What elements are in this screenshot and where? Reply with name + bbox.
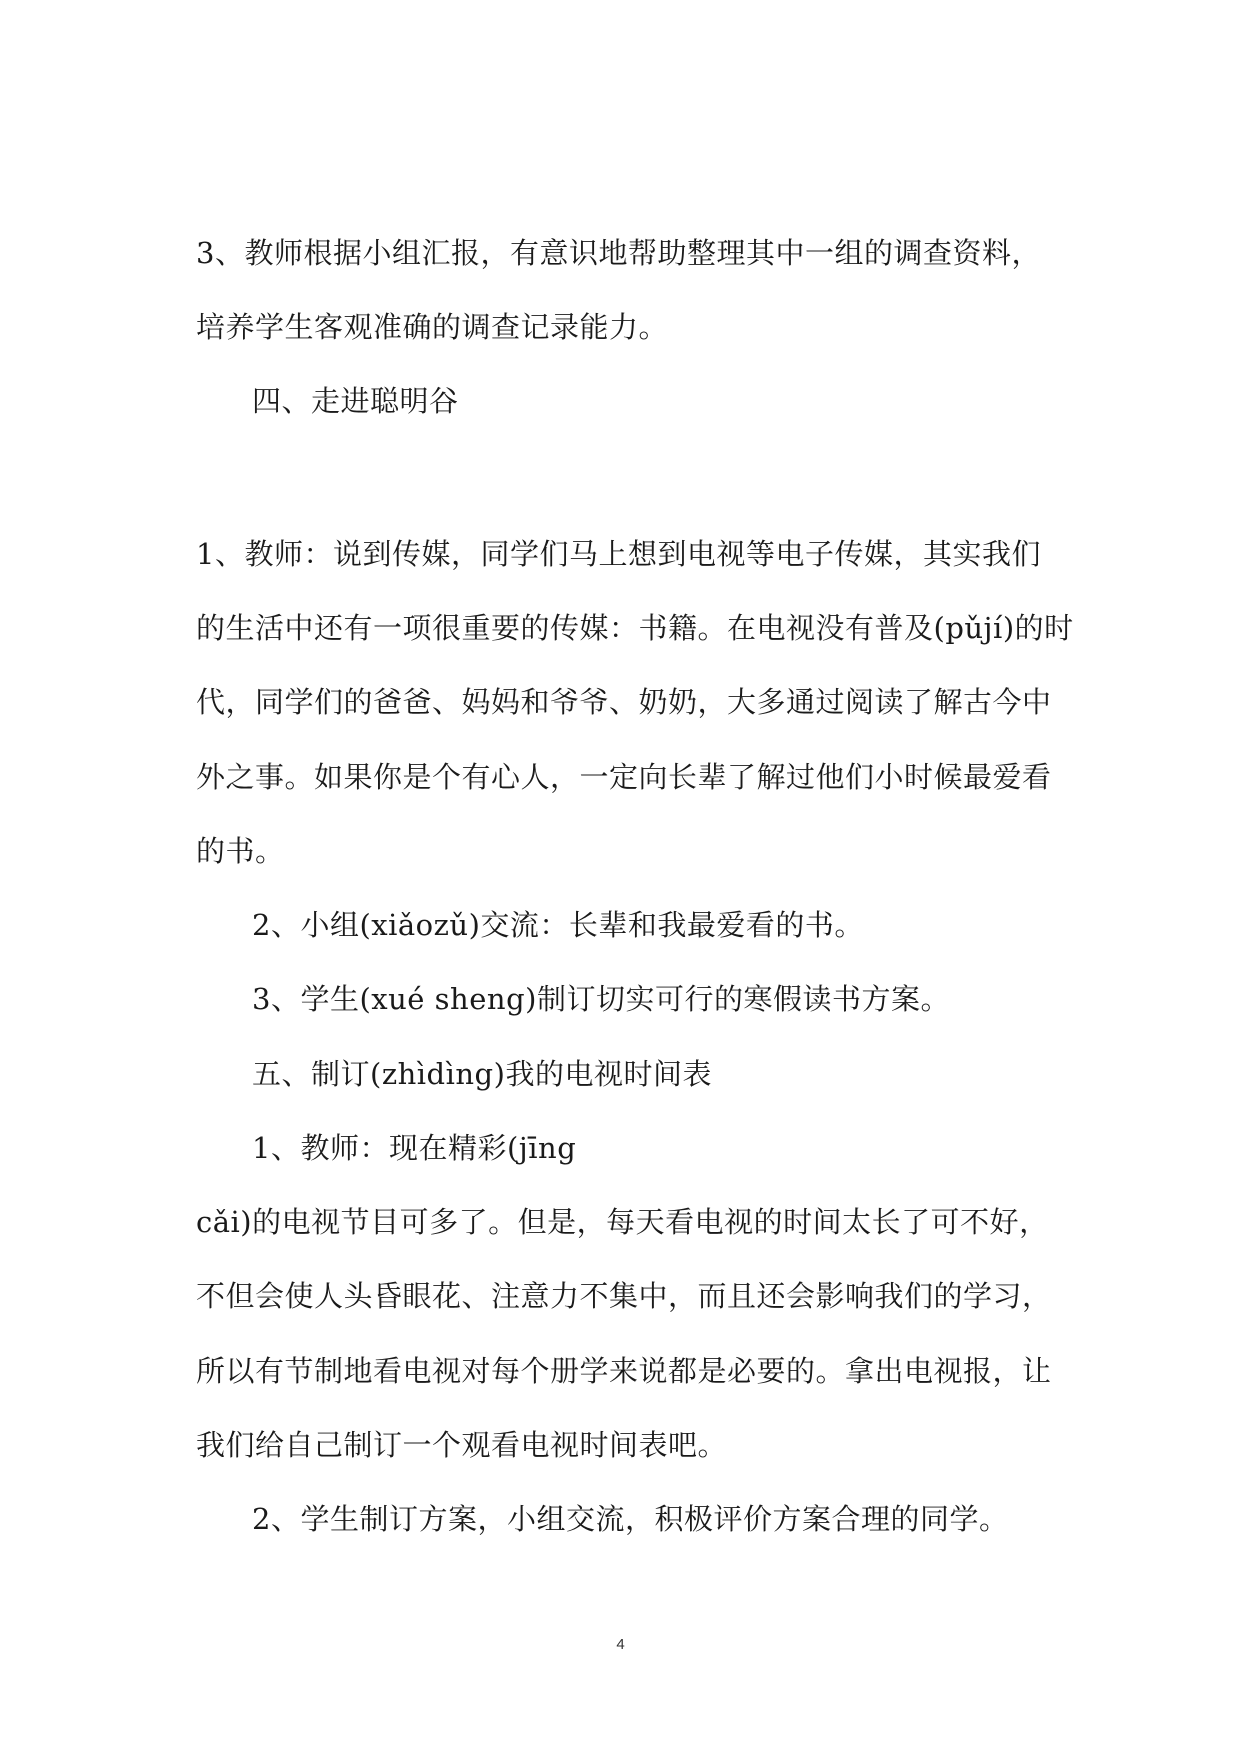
section-heading: 五、制订(zhìdìng)我的电视时间表 — [252, 1057, 712, 1091]
text-line: 代，同学们的爸爸、妈妈和爷爷、奶奶，大多通过阅读了解古今中 — [196, 685, 1052, 719]
text-line: 外之事。如果你是个有心人，一定向长辈了解过他们小时候最爱看 — [196, 760, 1052, 794]
text-line: cǎi)的电视节目可多了。但是，每天看电视的时间太长了可不好， — [196, 1205, 1049, 1239]
text-line: 我们给自己制订一个观看电视时间表吧。 — [196, 1428, 728, 1462]
text-line: 的书。 — [196, 834, 285, 868]
text-line: 不但会使人头昏眼花、注意力不集中，而且还会影响我们的学习， — [196, 1279, 1052, 1313]
page-number: 4 — [616, 1636, 625, 1653]
text-line: 培养学生客观准确的调查记录能力。 — [196, 310, 669, 344]
text-line: 2、学生制订方案，小组交流，积极评价方案合理的同学。 — [252, 1502, 1009, 1536]
text-line: 所以有节制地看电视对每个册学来说都是必要的。拿出电视报，让 — [196, 1354, 1052, 1388]
text-line: 1、教师：现在精彩(jīng — [252, 1131, 577, 1165]
text-line: 的生活中还有一项很重要的传媒：书籍。在电视没有普及(pǔjí)的时 — [196, 611, 1074, 645]
text-line: 3、教师根据小组汇报，有意识地帮助整理其中一组的调查资料， — [196, 236, 1041, 270]
text-line: 2、小组(xiǎozǔ)交流：长辈和我最爱看的书。 — [252, 908, 864, 942]
text-line: 1、教师：说到传媒，同学们马上想到电视等电子传媒，其实我们 — [196, 537, 1041, 571]
text-line: 3、学生(xué sheng)制订切实可行的寒假读书方案。 — [252, 982, 950, 1016]
section-heading: 四、走进聪明谷 — [252, 384, 459, 418]
